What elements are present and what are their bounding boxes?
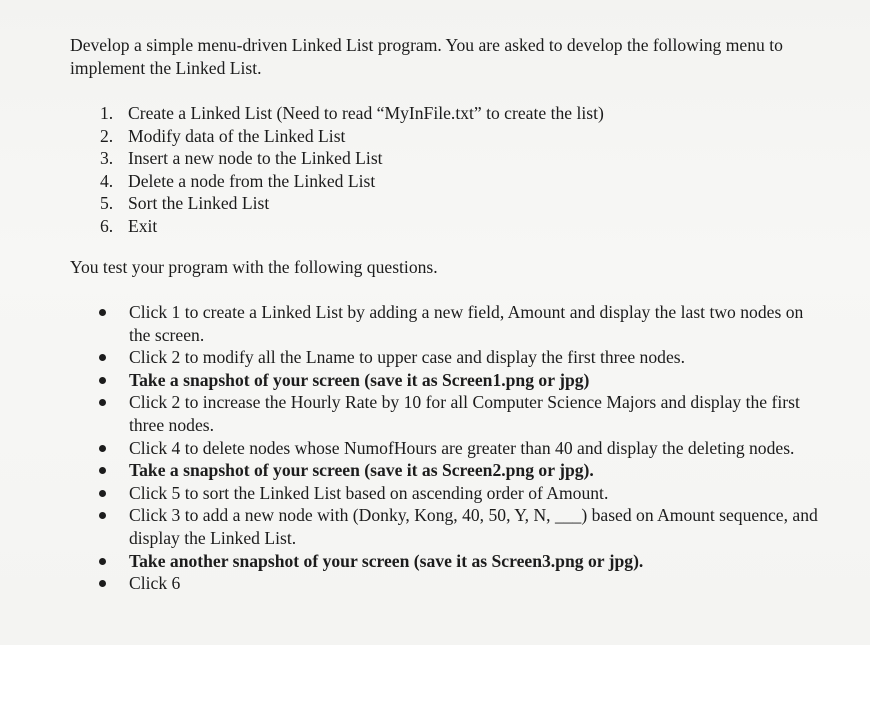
task-text: Click 2 to modify all the Lname to upper case and display the first three nodes. [129, 347, 686, 368]
task-text: Click 5 to sort the Linked List based on ascending order of Amount. [129, 482, 609, 503]
menu-item-text: Exit [128, 215, 158, 236]
task-text: Click 2 to increase the Hourly Rate by 10 for all Computer Science Majors and display the first three nodes. [129, 392, 800, 435]
menu-list [100, 102, 604, 238]
task-bullet-item [98, 391, 828, 436]
menu-item [100, 147, 604, 170]
task-bullet-item [98, 550, 828, 573]
task-bullet-item [98, 346, 828, 369]
bullet-dot-icon [99, 399, 106, 406]
menu-item-text: Sort the Linked List [128, 193, 270, 214]
bullet-dot-icon [99, 354, 106, 361]
menu-item-text: Delete a node from the Linked List [128, 170, 376, 191]
task-bullet-item [98, 504, 828, 549]
menu-item [100, 170, 604, 193]
menu-item [100, 192, 604, 215]
menu-item [100, 102, 604, 125]
menu-item-text: Modify data of the Linked List [128, 125, 346, 146]
menu-item-number: 5. [100, 193, 114, 214]
bullet-dot-icon [99, 445, 106, 452]
task-bullet-list [98, 301, 828, 595]
menu-item-number: 2. [100, 125, 114, 146]
menu-item [100, 125, 604, 148]
task-bullet-item [98, 572, 828, 595]
menu-item-number: 4. [100, 170, 114, 191]
task-text: Click 1 to create a Linked List by adding a new field, Amount and display the last two nodes on the screen. [129, 302, 804, 345]
task-bullet-item [98, 437, 828, 460]
intro-paragraph: Develop a simple menu-driven Linked List program. You are asked to develop the following menu to implement the Linked List. [70, 35, 783, 78]
menu-item-number: 3. [100, 148, 114, 169]
test-intro-paragraph: You test your program with the following questions. [70, 257, 438, 277]
menu-item-text: Insert a new node to the Linked List [128, 148, 383, 169]
menu-item-text: Create a Linked List (Need to read “MyInFile.txt” to create the list) [128, 103, 604, 123]
menu-item-number: 6. [100, 215, 114, 236]
bullet-dot-icon [99, 377, 106, 384]
bullet-dot-icon [99, 490, 106, 497]
task-text: Click 3 to add a new node with (Donky, Kong, 40, 50, Y, N, ___) based on Amount sequence, and display the Linked List. [129, 505, 818, 548]
menu-item [100, 215, 604, 238]
task-text: Take a snapshot of your screen (save it as Screen1.png or jpg) [129, 369, 590, 390]
bullet-dot-icon [99, 309, 106, 316]
task-text: Click 4 to delete nodes whose NumofHours are greater than 40 and display the deleting nodes. [129, 437, 795, 458]
task-text: Take a snapshot of your screen (save it as Screen2.png or jpg). [129, 460, 594, 481]
bullet-dot-icon [99, 580, 106, 587]
bullet-dot-icon [99, 467, 106, 474]
task-bullet-item [98, 301, 828, 346]
task-bullet-item [98, 482, 828, 505]
bullet-dot-icon [99, 558, 106, 565]
menu-item-number: 1. [100, 103, 114, 123]
task-text: Click 6 [129, 573, 181, 594]
task-bullet-item [98, 459, 828, 482]
task-bullet-item [98, 369, 828, 392]
document-content [70, 34, 840, 594]
task-text: Take another snapshot of your screen (save it as Screen3.png or jpg). [129, 550, 644, 571]
bullet-dot-icon [99, 512, 106, 519]
